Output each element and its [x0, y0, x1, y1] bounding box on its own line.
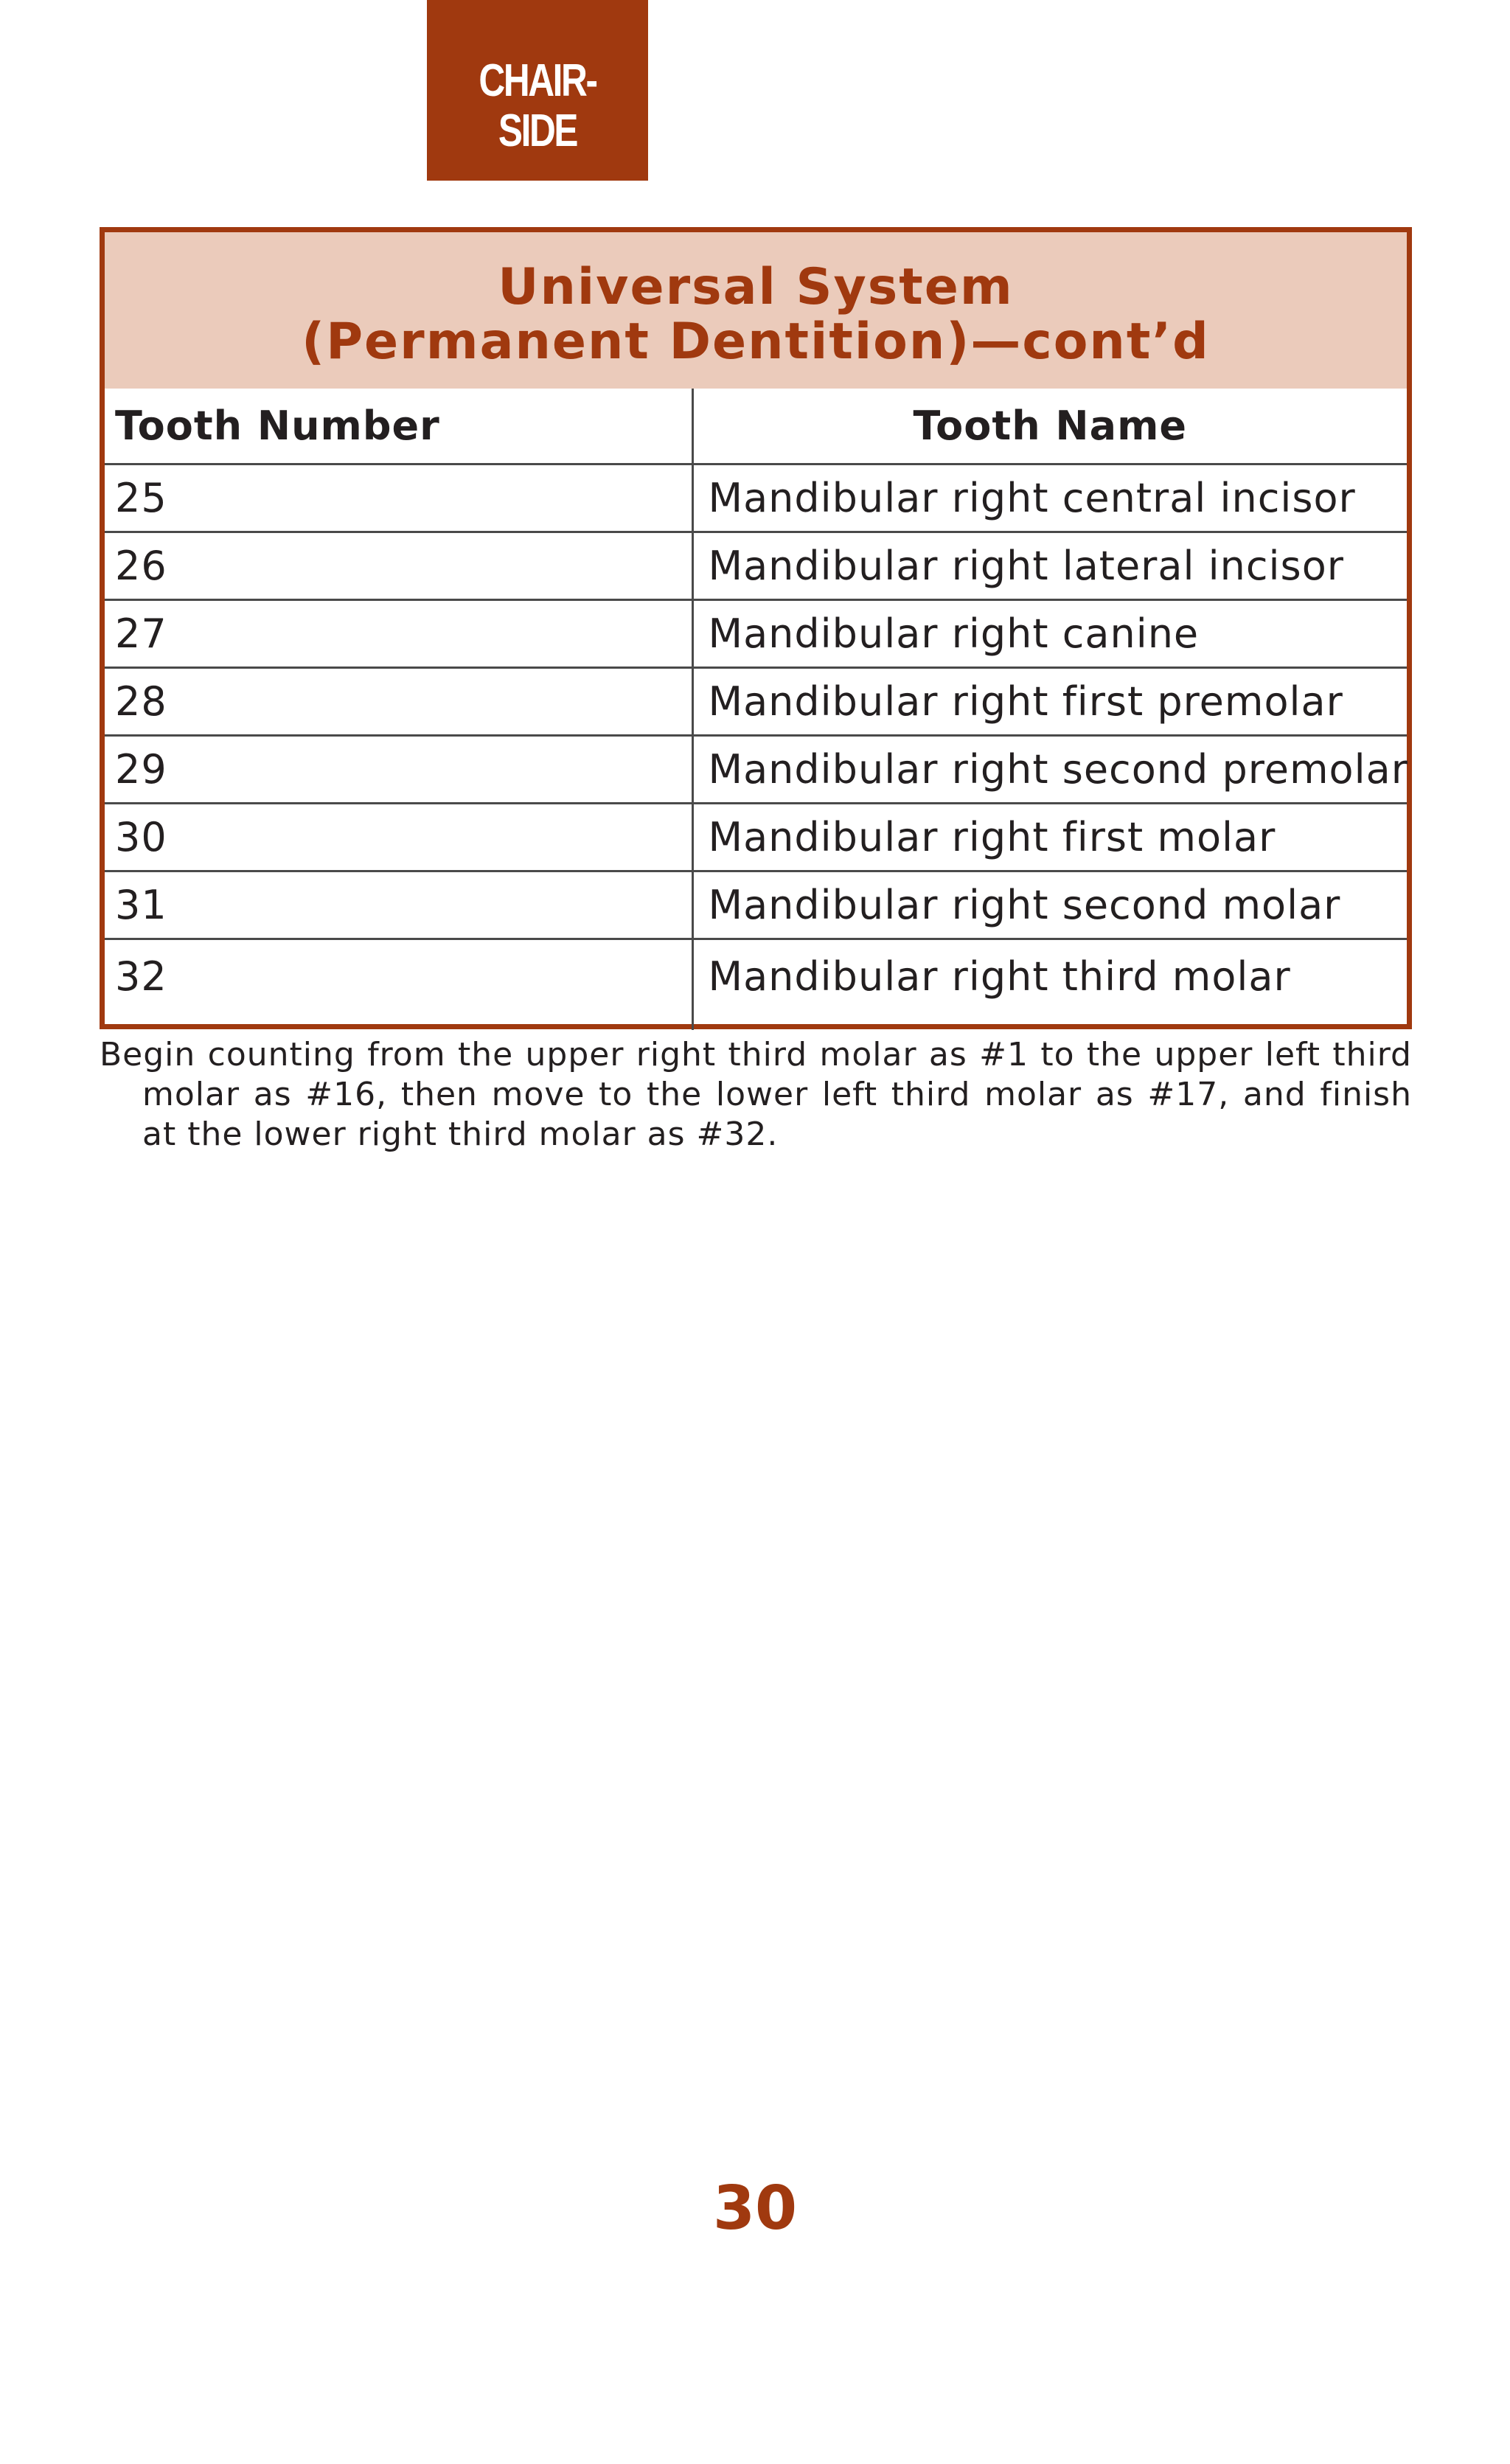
- tooth-number-cell: 29: [105, 735, 692, 803]
- tooth-number-cell: 31: [105, 871, 692, 939]
- tooth-name-cell: Mandibular right first premolar: [692, 667, 1407, 735]
- tooth-name-cell: Mandibular right central incisor: [692, 464, 1407, 532]
- table-header-row: [105, 389, 1407, 464]
- universal-system-table: [100, 227, 1412, 1029]
- tooth-number-cell: 28: [105, 667, 692, 735]
- tooth-name-cell: Mandibular right canine: [692, 599, 1407, 667]
- tooth-name-cell: Mandibular right third molar: [708, 953, 1291, 1000]
- tooth-name-cell: Mandibular right lateral incisor: [692, 532, 1407, 599]
- header-tooth-name: Tooth Name: [692, 389, 1407, 464]
- counting-note-text: Begin counting from the upper right third molar as #1 to the upper left third molar as #16, then move to the lower left third molar as #17, and finish at the lower right third molar as #32.: [100, 1036, 1412, 1153]
- page-number: 30: [712, 2174, 798, 2244]
- tab-label-line1: CHAIR-: [479, 55, 596, 106]
- tooth-number-cell: 27: [105, 599, 692, 667]
- table-row: [105, 939, 1407, 1030]
- table-row: [105, 735, 1407, 803]
- table-title: [105, 232, 1407, 389]
- tooth-number-cell: 32: [105, 939, 692, 1030]
- table-title-line2: (Permanent Dentition)—cont’d: [302, 313, 1210, 371]
- tab-label-line2: SIDE: [498, 105, 577, 156]
- chairside-section-tab: [427, 0, 648, 181]
- table-title-line1: Universal System: [498, 258, 1014, 316]
- tooth-name-cell: Mandibular right second molar: [692, 871, 1407, 939]
- tooth-name-cell: Mandibular right first molar: [692, 803, 1407, 871]
- table-row: [105, 667, 1407, 735]
- tooth-name-cell: Mandibular right second premolar: [692, 735, 1407, 803]
- tooth-table: [105, 389, 1407, 1030]
- header-tooth-number: Tooth Number: [105, 389, 692, 464]
- table-row: [105, 464, 1407, 532]
- table-row: [105, 599, 1407, 667]
- tooth-number-cell: 25: [105, 464, 692, 532]
- table-row: [105, 532, 1407, 599]
- table-row: [105, 871, 1407, 939]
- table-row: [105, 803, 1407, 871]
- counting-note: [100, 1035, 1412, 1155]
- tooth-number-cell: 26: [105, 532, 692, 599]
- tooth-number-cell: 30: [105, 803, 692, 871]
